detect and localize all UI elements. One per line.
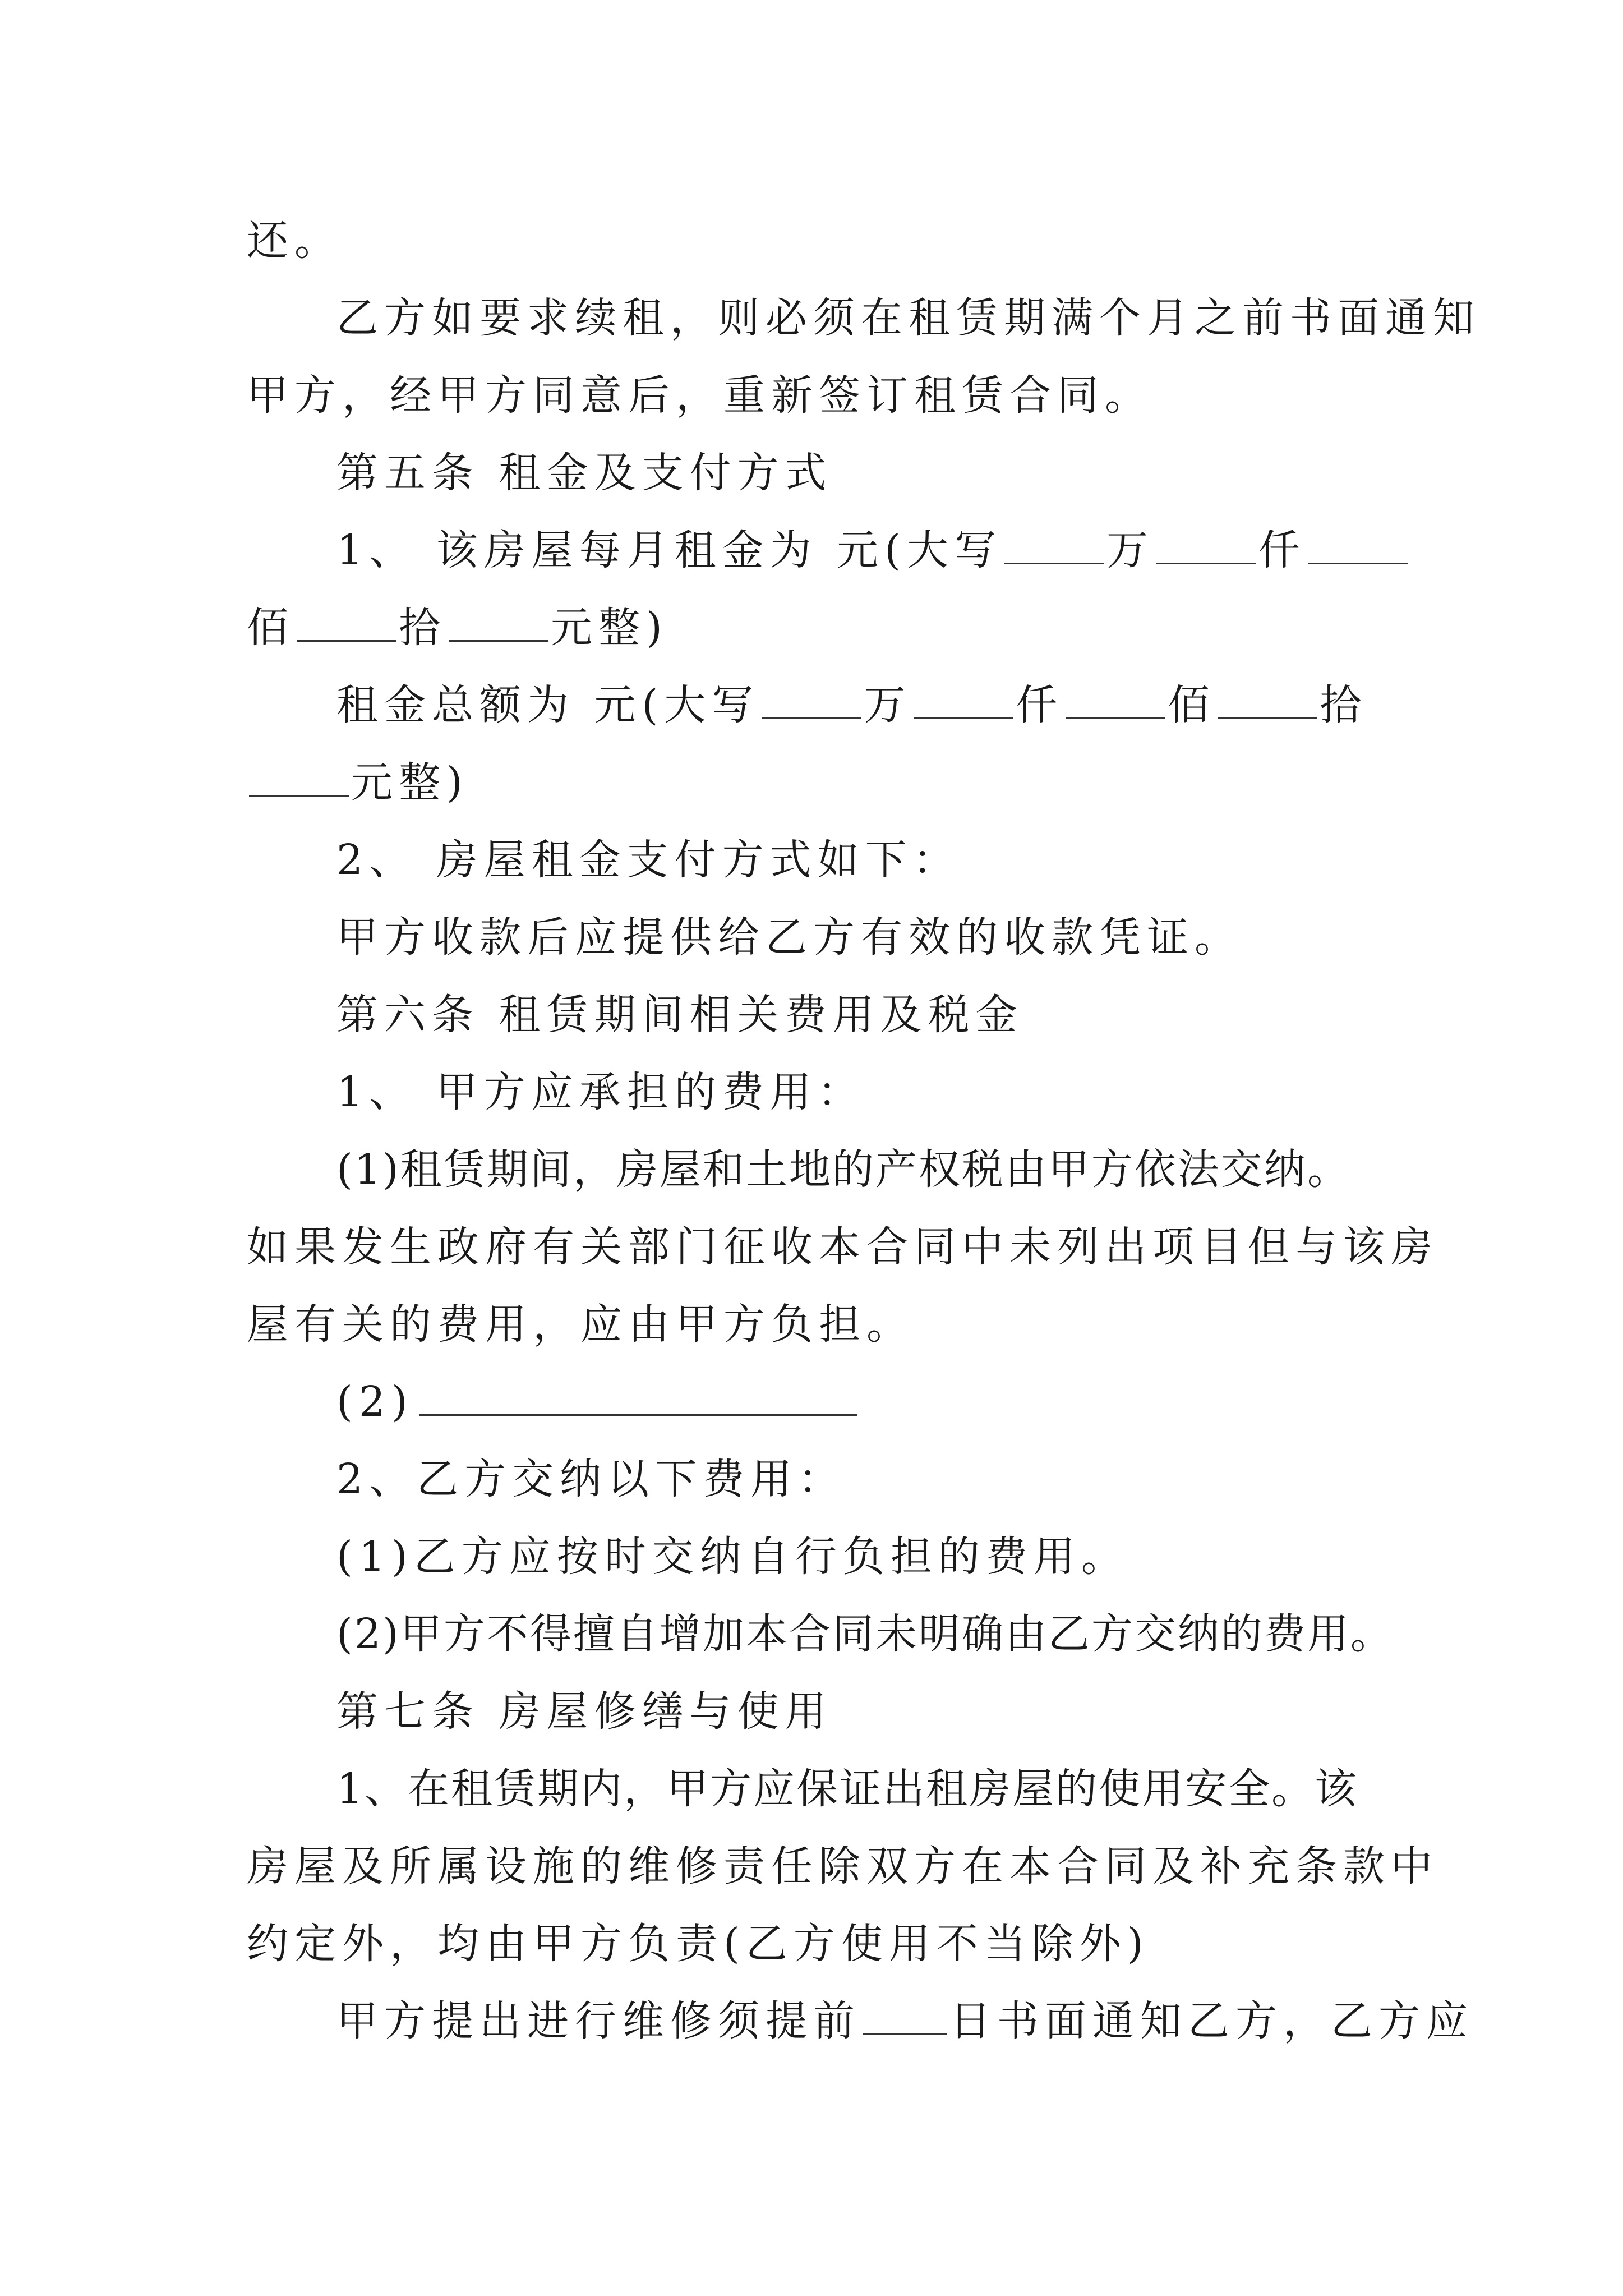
- text-segment: (2)甲方不得擅自增加本合同未明确由乙方交纳的费用。: [336, 1610, 1394, 1658]
- paragraph-line: [247, 604, 668, 652]
- text-segment: 屋有关的费用，应由甲方负担。: [247, 1300, 914, 1349]
- text-segment: 甲方收款后应提供给乙方有效的收款凭证。: [336, 913, 1242, 961]
- article-heading: [336, 991, 1023, 1039]
- text-segment: 拾: [399, 604, 446, 652]
- paragraph-line: [336, 1378, 859, 1426]
- text-segment: 乙方如要求续租，则必须在租赁期满个月之前书面通知: [336, 294, 1481, 342]
- paragraph-line: [247, 217, 342, 265]
- paragraph-line: [336, 1997, 1474, 2045]
- paragraph-line: [336, 1455, 846, 1503]
- paragraph-line: [247, 758, 469, 807]
- paragraph-line: [336, 836, 961, 884]
- text-segment: 甲方，经甲方同意后，重新签订租赁合同。: [247, 371, 1152, 420]
- text-segment: 1、 甲方应承担的费用：: [336, 1068, 865, 1116]
- fill-blank: [863, 2001, 947, 2035]
- text-segment: 1、 该房屋每月租金为 元(大写: [336, 526, 1002, 574]
- text-segment: 仟: [1258, 526, 1306, 574]
- paragraph-line: [247, 371, 1152, 420]
- text-segment: 万: [1106, 526, 1154, 574]
- paragraph-line: [336, 1610, 1394, 1658]
- text-segment: 第六条 租赁期间相关费用及税金: [336, 991, 1023, 1039]
- fill-blank: [1218, 685, 1317, 719]
- article-heading: [336, 449, 833, 497]
- fill-blank: [249, 762, 349, 797]
- paragraph-line: [247, 1920, 1150, 1968]
- text-segment: 第五条 租金及支付方式: [336, 449, 833, 497]
- text-segment: 日书面通知乙方，乙方应: [949, 1997, 1474, 2045]
- paragraph-line: [336, 913, 1242, 961]
- paragraph-line: [336, 1145, 1350, 1194]
- article-heading: [336, 1687, 833, 1736]
- fill-blank: [762, 685, 861, 719]
- paragraph-line: [336, 681, 1368, 729]
- fill-blank: [914, 685, 1013, 719]
- text-segment: 第七条 房屋修缮与使用: [336, 1687, 833, 1736]
- fill-blank: [297, 608, 396, 642]
- text-segment: 佰: [1168, 681, 1216, 729]
- paragraph-line: [336, 1533, 1129, 1581]
- text-segment: 1、在租赁期内，甲方应保证出租房屋的使用安全。该: [336, 1765, 1358, 1813]
- text-segment: 元整): [551, 604, 668, 652]
- paragraph-line: [336, 1068, 865, 1116]
- fill-blank: [1066, 685, 1165, 719]
- text-segment: 万: [864, 681, 912, 729]
- paragraph-line: [247, 1842, 1438, 1890]
- text-segment: 拾: [1320, 681, 1368, 729]
- text-segment: (2): [336, 1378, 414, 1426]
- text-segment: 甲方提出进行维修须提前: [336, 1997, 861, 2045]
- text-segment: 仟: [1016, 681, 1064, 729]
- paragraph-line: [336, 294, 1481, 342]
- text-segment: (1)乙方应按时交纳自行负担的费用。: [336, 1533, 1129, 1581]
- fill-blank: [449, 608, 548, 642]
- fill-blank: [1004, 530, 1104, 564]
- text-segment: (1)租赁期间，房屋和土地的产权税由甲方依法交纳。: [336, 1145, 1350, 1194]
- text-segment: 租金总额为 元(大写: [336, 681, 760, 729]
- text-segment: 如果发生政府有关部门征收本合同中未列出项目但与该房: [247, 1223, 1438, 1271]
- text-segment: 房屋及所属设施的维修责任除双方在本合同及补充条款中: [247, 1842, 1438, 1890]
- text-segment: 2、乙方交纳以下费用：: [336, 1455, 846, 1503]
- fill-blank: [419, 1382, 857, 1416]
- text-segment: 元整): [351, 758, 469, 807]
- paragraph-line: [247, 1300, 914, 1349]
- paragraph-line: [336, 1765, 1358, 1813]
- text-segment: 约定外，均由甲方负责(乙方使用不当除外): [247, 1920, 1150, 1968]
- paragraph-line: [336, 526, 1410, 574]
- fill-blank: [1308, 530, 1408, 564]
- paragraph-line: [247, 1223, 1438, 1271]
- text-segment: 佰: [247, 604, 294, 652]
- text-segment: 还。: [247, 217, 342, 265]
- fill-blank: [1156, 530, 1256, 564]
- text-segment: 2、 房屋租金支付方式如下：: [336, 836, 961, 884]
